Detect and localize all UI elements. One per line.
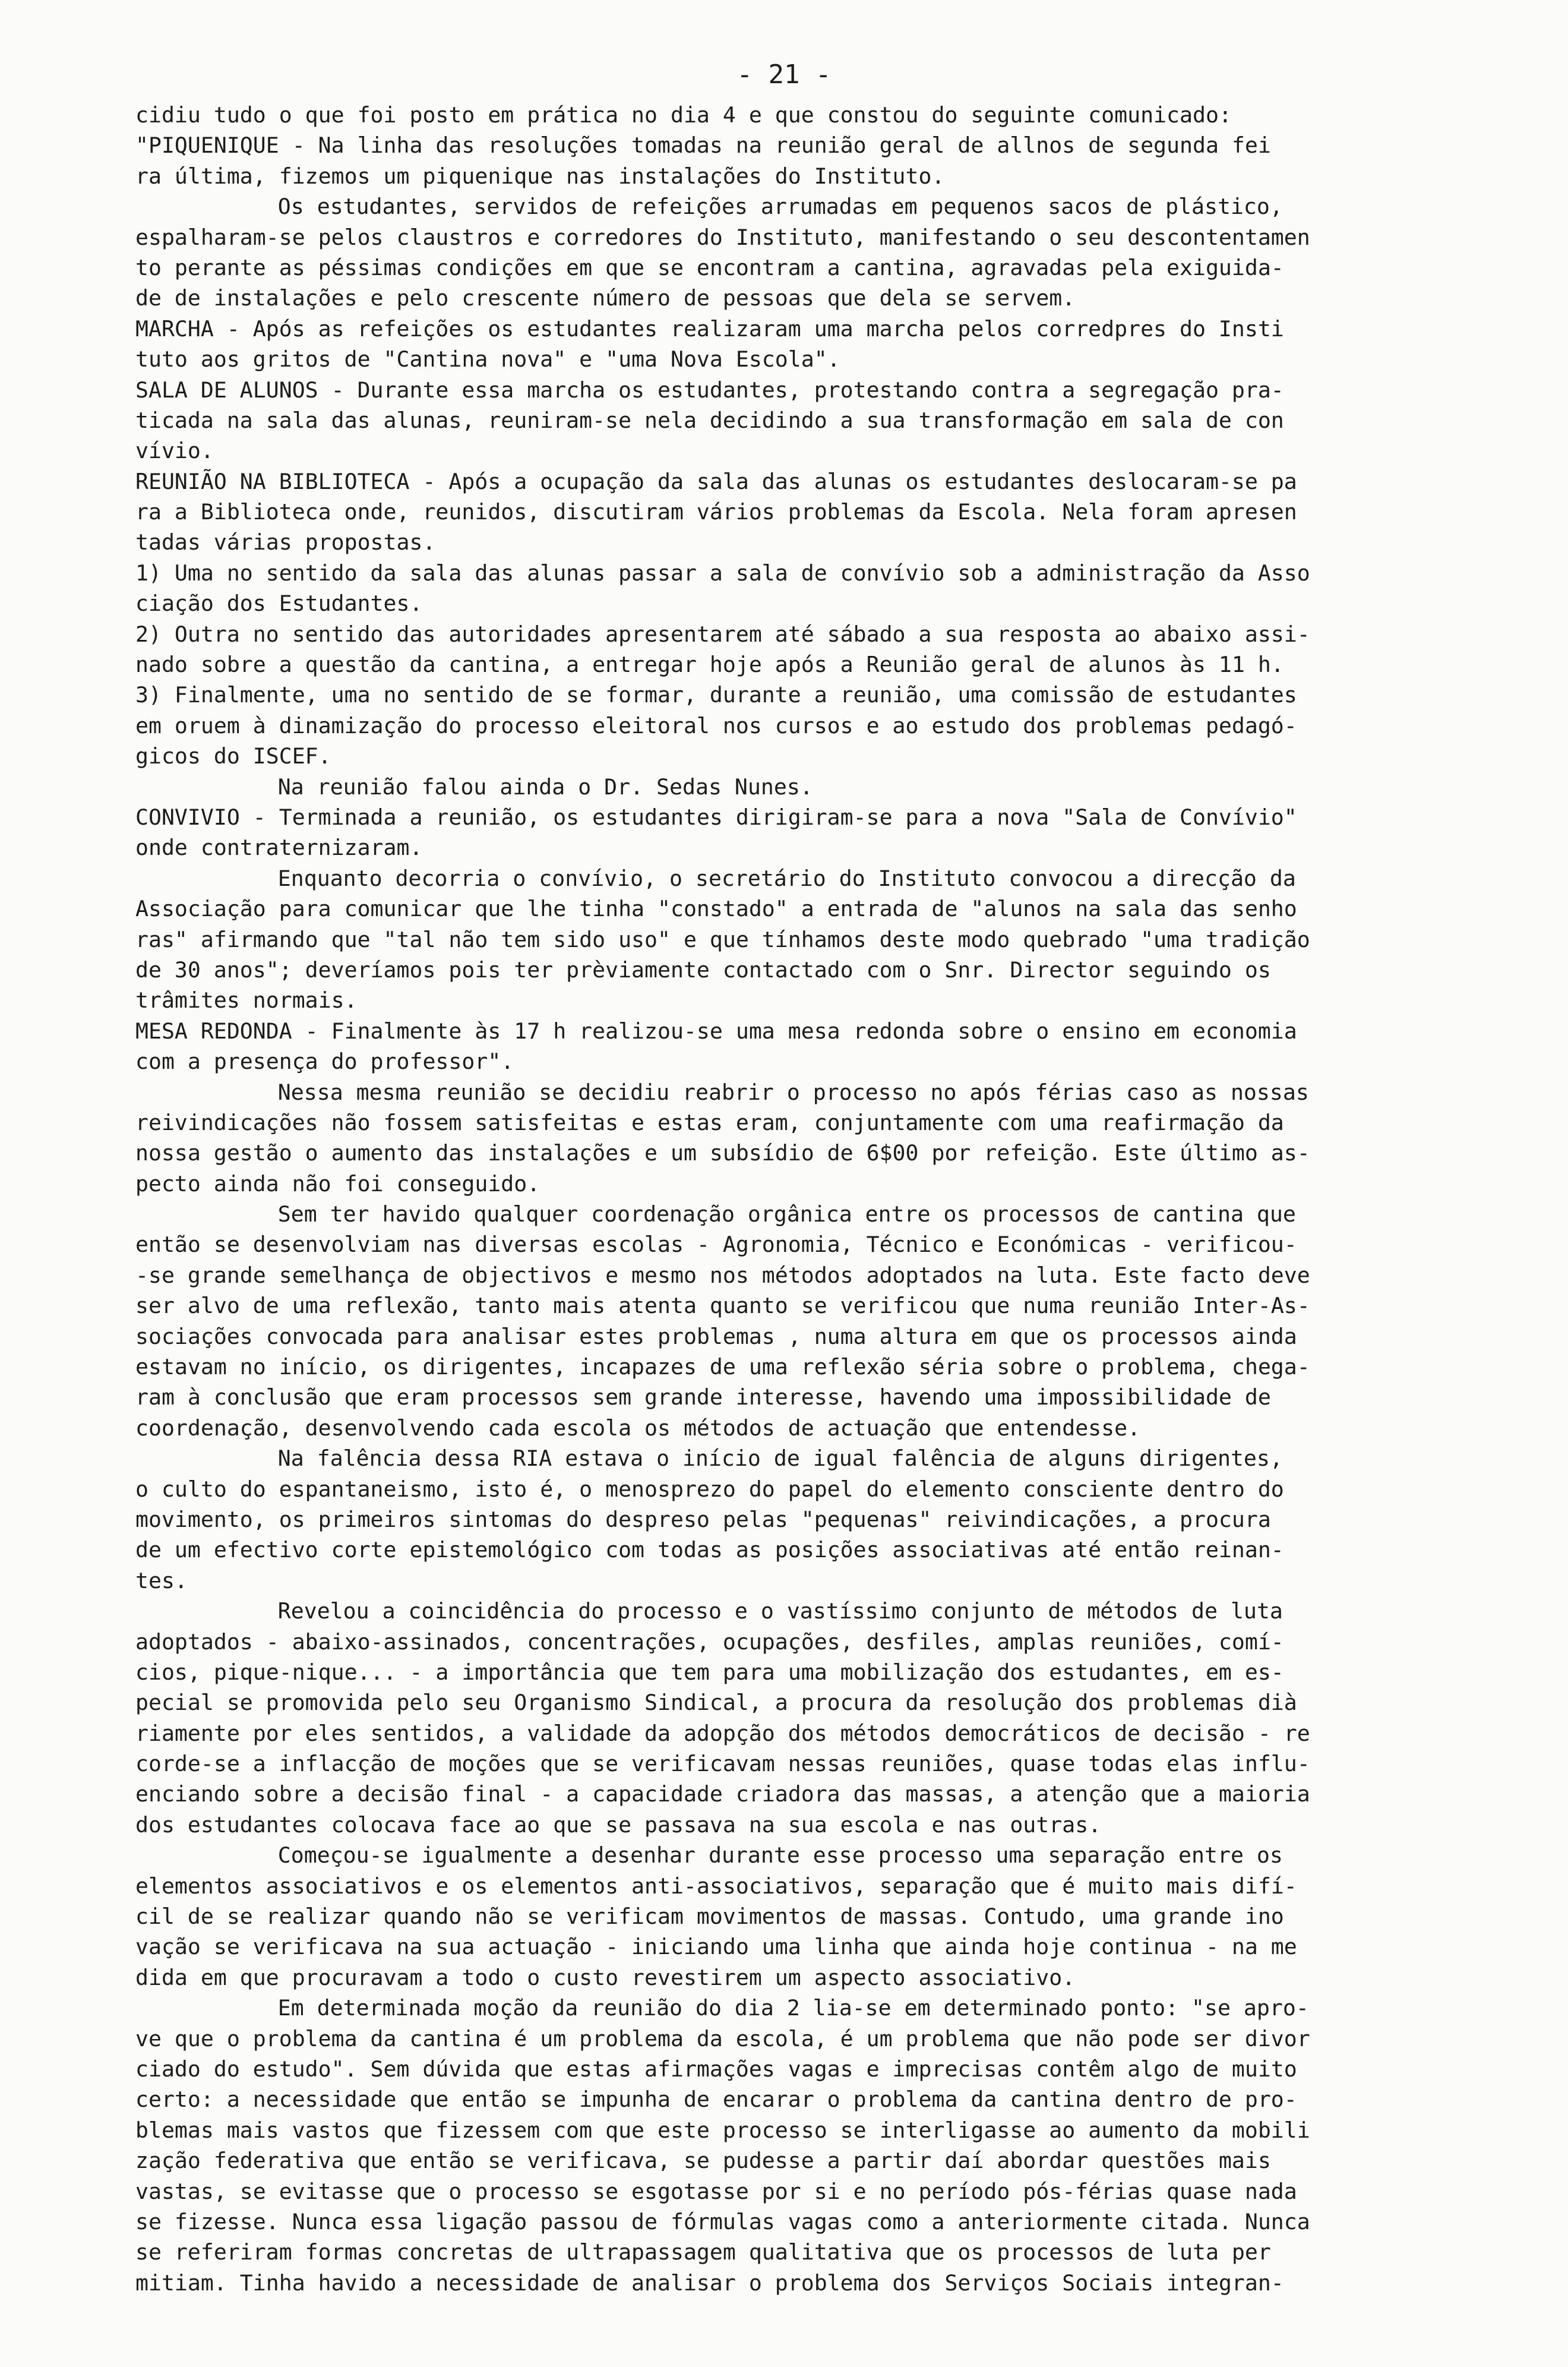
- text-line: MESA REDONDA - Finalmente às 17 h realizou-se uma mesa redonda sobre o ensino em economia: [135, 1018, 1297, 1044]
- text-line: mitiam. Tinha havido a necessidade de analisar o problema dos Serviços Sociais integran-: [135, 2270, 1284, 2296]
- text-line: ciação dos Estudantes.: [135, 591, 423, 617]
- text-line: MARCHA - Após as refeições os estudantes realizaram uma marcha pelos corredpres do Insti: [135, 315, 1284, 342]
- text-line: Associação para comunicar que lhe tinha "constado" a entrada de "alunos na sala das senho: [135, 896, 1297, 922]
- text-line: Na falência dessa RIA estava o início de igual falência de alguns dirigentes,: [277, 1446, 1283, 1472]
- text-line: tes.: [135, 1567, 188, 1593]
- text-line: 2) Outra no sentido das autoridades apresentarem até sábado a sua resposta ao abaixo assi-: [135, 621, 1310, 647]
- text-line: to perante as péssimas condições em que se encontram a cantina, agravadas pela exiguida-: [135, 254, 1284, 280]
- text-line: "PIQUENIQUE - Na linha das resoluções tomadas na reunião geral de allnos de segunda fei: [135, 132, 1271, 159]
- text-line: blemas mais vastos que fizessem com que este processo se interligasse ao aumento da mobili: [135, 2117, 1310, 2143]
- text-line: -se grande semelhança de objectivos e mesmo nos métodos adoptados na luta. Este facto deve: [135, 1262, 1310, 1288]
- text-line: SALA DE ALUNOS - Durante essa marcha os estudantes, protestando contra a segregação pra-: [135, 377, 1284, 403]
- text-line: Nessa mesma reunião se decidiu reabrir o processo no após férias caso as nossas: [277, 1079, 1309, 1105]
- text-line: espalharam-se pelos claustros e corredores do Instituto, manifestando o seu descontentamen: [135, 224, 1310, 250]
- text-line: ra a Biblioteca onde, reunidos, discutiram vários problemas da Escola. Nela foram apresen: [135, 499, 1297, 525]
- text-line: ram à conclusão que eram processos sem grande interesse, havendo uma impossibilidade de: [135, 1384, 1271, 1410]
- text-line: de 30 anos"; deveríamos pois ter prèviamente contactado com o Snr. Director seguindo os: [135, 957, 1271, 983]
- text-line: reivindicações não fossem satisfeitas e estas eram, conjuntamente com uma reafirmação da: [135, 1109, 1284, 1135]
- text-line: cios, pique-nique... - a importância que tem para uma mobilização dos estudantes, em es-: [135, 1659, 1284, 1685]
- text-line: nado sobre a questão da cantina, a entregar hoje após a Reunião geral de alunos às 11 h.: [135, 652, 1284, 678]
- text-line: CONVIVIO - Terminada a reunião, os estudantes dirigiram-se para a nova "Sala de Convívio": [135, 804, 1297, 830]
- text-line: com a presença do professor".: [135, 1049, 514, 1075]
- text-line: vação se verificava na sua actuação - iniciando uma linha que ainda hoje continua - na me: [135, 1934, 1297, 1960]
- text-line: estavam no início, os dirigentes, incapazes de uma reflexão séria sobre o problema, chega-: [135, 1354, 1310, 1380]
- text-line: Em determinada moção da reunião do dia 2 lia-se em determinado ponto: "se apro-: [277, 1995, 1309, 2021]
- text-line: 3) Finalmente, uma no sentido de se formar, durante a reunião, uma comissão de estudantes: [135, 682, 1297, 708]
- text-line: Na reunião falou ainda o Dr. Sedas Nunes.: [277, 774, 813, 800]
- text-line: vívio.: [135, 438, 214, 464]
- text-line: ras" afirmando que "tal não tem sido uso" e que tínhamos deste modo quebrado "uma tradição: [135, 926, 1310, 952]
- text-line: movimento, os primeiros sintomas do despreso pelas "pequenas" reivindicações, a procura: [135, 1506, 1271, 1532]
- text-line: pecial se promovida pelo seu Organismo Sindical, a procura da resolução dos problemas dià: [135, 1690, 1297, 1716]
- text-line: nossa gestão o aumento das instalações e um subsídio de 6$00 por refeição. Este último as-: [135, 1140, 1310, 1166]
- text-line: se fizesse. Nunca essa ligação passou de fórmulas vagas como a anteriormente citada. Nunca: [135, 2208, 1310, 2235]
- page-number: - 21 -: [736, 59, 832, 90]
- text-line: vastas, se evitasse que o processo se esgotasse por si e no período pós-férias quase nada: [135, 2178, 1297, 2204]
- text-line: trâmites normais.: [135, 987, 358, 1014]
- text-line: pecto ainda não foi conseguido.: [135, 1170, 540, 1197]
- text-line: então se desenvolviam nas diversas escolas - Agronomia, Técnico e Económicas - verificou-: [135, 1232, 1297, 1258]
- text-line: ra última, fizemos um piquenique nas instalações do Instituto.: [135, 163, 945, 189]
- text-line: dida em que procuravam a todo o custo revestirem um aspecto associativo.: [135, 1964, 1076, 1990]
- text-line: tuto aos gritos de "Cantina nova" e "uma Nova Escola".: [135, 346, 840, 373]
- text-line: gicos do ISCEF.: [135, 743, 331, 769]
- text-line: REUNIÃO NA BIBLIOTECA - Após a ocupação da sala das alunas os estudantes deslocaram-se pa: [135, 468, 1297, 494]
- text-line: elementos associativos e os elementos anti-associativos, separação que é muito mais difí-: [135, 1873, 1297, 1899]
- text-line: o culto do espantaneismo, isto é, o menosprezo do papel do elemento consciente dentro do: [135, 1476, 1284, 1502]
- text-line: dos estudantes colocava face ao que se passava na sua escola e nas outras.: [135, 1811, 1102, 1838]
- text-line: de um efectivo corte epistemológico com todas as posições associativas até então reinan-: [135, 1537, 1284, 1563]
- text-line: enciando sobre a decisão final - a capacidade criadora das massas, a atenção que a maioria: [135, 1781, 1310, 1807]
- text-line: Sem ter havido qualquer coordenação orgânica entre os processos de cantina que: [277, 1201, 1296, 1227]
- text-line: de de instalações e pelo crescente número de pessoas que dela se servem.: [135, 285, 1076, 311]
- text-line: coordenação, desenvolvendo cada escola os métodos de actuação que entendesse.: [135, 1415, 1141, 1441]
- text-line: se referiram formas concretas de ultrapassagem qualitativa que os processos de luta per: [135, 2239, 1271, 2265]
- text-line: cidiu tudo o que foi posto em prática no dia 4 e que constou do seguinte comunicado:: [135, 102, 1232, 128]
- text-line: Revelou a coincidência do processo e o vastíssimo conjunto de métodos de luta: [277, 1598, 1283, 1624]
- text-line: 1) Uma no sentido da sala das alunas passar a sala de convívio sob a administração da Asso: [135, 560, 1310, 586]
- text-line: Os estudantes, servidos de refeições arrumadas em pequenos sacos de plástico,: [277, 194, 1283, 220]
- text-line: onde contraternizaram.: [135, 835, 423, 861]
- text-line: certo: a necessidade que então se impunha de encarar o problema da cantina dentro de pro-: [135, 2087, 1297, 2113]
- text-line: Começou-se igualmente a desenhar durante esse processo uma separação entre os: [277, 1842, 1283, 1869]
- text-line: cil de se realizar quando não se verificam movimentos de massas. Contudo, uma grande ino: [135, 1904, 1284, 1930]
- text-line: riamente por eles sentidos, a validade da adopção dos métodos democráticos de decisão - re: [135, 1720, 1310, 1746]
- text-line: ticada na sala das alunas, reuniram-se nela decidindo a sua transformação em sala de con: [135, 407, 1284, 433]
- text-line: adoptados - abaixo-assinados, concentrações, ocupações, desfiles, amplas reuniões, comí-: [135, 1629, 1284, 1655]
- text-line: ciado do estudo". Sem dúvida que estas afirmações vagas e imprecisas contêm algo de muito: [135, 2056, 1297, 2082]
- text-line: tadas várias propostas.: [135, 529, 436, 556]
- text-line: em oruem à dinamização do processo eleitoral nos cursos e ao estudo dos problemas pedagó-: [135, 712, 1297, 738]
- text-line: ve que o problema da cantina é um problema da escola, é um problema que não pode ser divor: [135, 2025, 1310, 2052]
- text-line: corde-se a inflacção de moções que se verificavam nessas reuniões, quase todas elas influ-: [135, 1751, 1310, 1777]
- text-line: ser alvo de uma reflexão, tanto mais atenta quanto se verificou que numa reunião Inter-As-: [135, 1293, 1310, 1319]
- text-line: zação federativa que então se verificava, se pudesse a partir daí abordar questões mais: [135, 2148, 1271, 2174]
- document-body: [135, 100, 1478, 2298]
- text-line: Enquanto decorria o convívio, o secretário do Instituto convocou a direcção da: [277, 865, 1296, 891]
- text-line: sociações convocada para analisar estes problemas , numa altura em que os processos ainda: [135, 1323, 1297, 1349]
